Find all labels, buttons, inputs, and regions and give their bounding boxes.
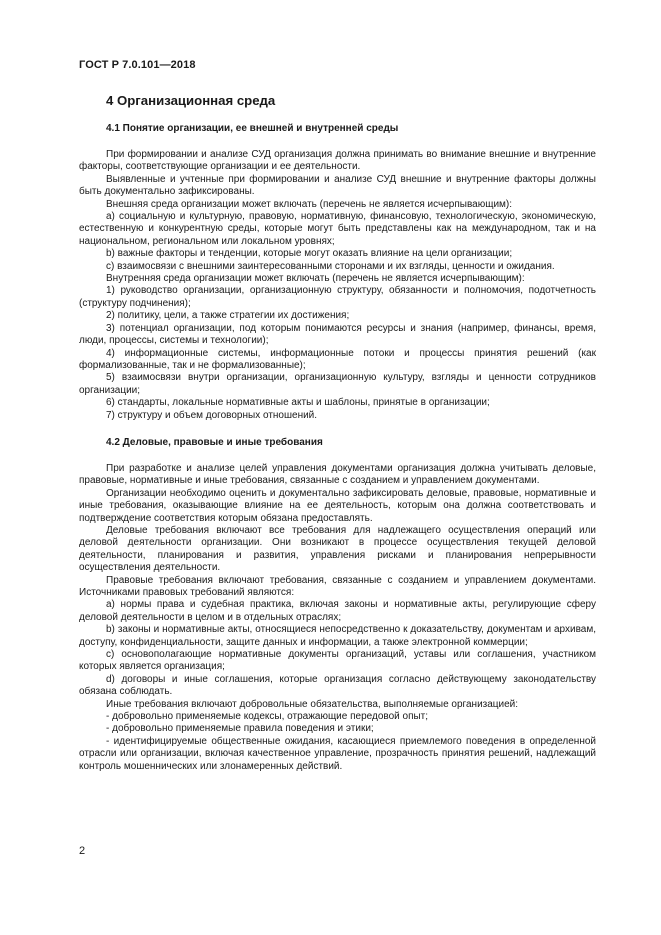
list-item: 6) стандарты, локальные нормативные акты и шаблоны, принятые в организации; [106,397,490,409]
paragraph: Внутренняя среда организации может включать (перечень не является исчерпывающим): [106,273,525,285]
list-item: a) нормы права и судебная практика, включая законы и нормативные акты, регулирующие сферу деловой деятельности в целом и в отдельных отраслях; [79,599,596,623]
document-header: ГОСТ Р 7.0.101—2018 [79,59,196,71]
list-item: - идентифицируемые общественные ожидания, касающиеся приемлемого поведения в определенной отрасли или организации, включая качественное управление, прозрачность принятия решений, надлежащий контроль мошеннических или злонамеренных действий. [79,735,596,772]
subsection-title-4-2: 4.2 Деловые, правовые и иные требования [106,436,323,448]
list-item: 5) взаимосвязи внутри организации, организационную культуру, взгляды и ценности сотрудников организации; [79,372,596,396]
paragraph: Иные требования включают добровольные обязательства, выполняемые организацией: [106,698,519,710]
page-number: 2 [79,845,86,857]
list-item: b) законы и нормативные акты, относящиеся непосредственно к доказательству, документам и архивам, доступу, конфиденциальности, защите данных и информации, а также электронной коммерции; [79,624,596,648]
list-item: d) договоры и иные соглашения, которые организация согласно действующему законодательству обязана соблюдать. [79,673,596,698]
subsection-4-1-body [79,149,596,422]
paragraph: При разработке и анализе целей управления документами организация должна учитывать деловые, правовые, нормативные и иные требования, связанные с созданием и управлением документами. [79,462,596,487]
paragraph: Выявленные и учтенные при формировании и анализе СУД внешние и внутренние факторы должны быть документально зафиксированы. [79,173,596,198]
document-body [79,92,596,773]
paragraph: Внешняя среда организации может включать (перечень не является исчерпывающим): [106,198,513,210]
section-title: 4 Организационная среда [106,93,276,108]
list-item: - добровольно применяемые кодексы, отражающие передовой опыт; [106,711,429,723]
list-item: 2) политику, цели, а также стратегии их достижения; [106,310,350,322]
list-item: b) важные факторы и тенденции, которые могут оказать влияние на цели организации; [106,248,513,260]
list-item: a) социальную и культурную, правовую, нормативную, финансовую, технологическую, экономическую, естественную и конкурентную среды, которые могут быть представлены как на международном, так и на национальном, региональном или локальном уровнях; [79,211,596,247]
paragraph: Деловые требования включают все требования для надлежащего осуществления операций или деловой деятельности организации. Они возникают в процессе осуществления текущей деловой деятельности, планирования и развития, управления рисками и планирования непрерывности осуществления деятельности. [79,524,596,574]
list-item: c) основополагающие нормативные документы организаций, уставы или соглашения, участником которых является организация; [79,649,596,673]
paragraph: Правовые требования включают требования, связанные с созданием и управлением документами. Источниками правовых требований являются: [79,574,596,598]
subsection-title-4-1: 4.1 Понятие организации, ее внешней и внутренней среды [106,123,399,134]
paragraph: Организации необходимо оценить и документально зафиксировать деловые, правовые, нормативные и иные требования, оказывающие влияние на ее деятельность, которым она должна соответствовать и подтверждение соответствия которым обязана предоставлять. [79,487,596,524]
list-item: 7) структуру и объем договорных отношений. [106,409,318,421]
list-item: - добровольно применяемые правила поведения и этики; [106,723,374,735]
list-item: 1) руководство организации, организационную структуру, обязанности и полномочия, подотчетность (структуру подчинения); [79,285,596,309]
list-item: 3) потенциал организации, под которым понимаются ресурсы и знания (например, финансы, время, люди, процессы, системы и технологии); [79,322,596,347]
subsection-4-2-body [79,463,596,773]
list-item: 4) информационные системы, информационные потоки и процессы принятия решений (как формализованные, так и не формализованные); [79,347,596,371]
paragraph: При формировании и анализе СУД организация должна принимать во внимание внешние и внутренние факторы, соответствующие организации и ее деятельности. [79,149,596,173]
list-item: c) взаимосвязи с внешними заинтересованными сторонами и их взгляды, ценности и ожидания. [106,260,555,272]
